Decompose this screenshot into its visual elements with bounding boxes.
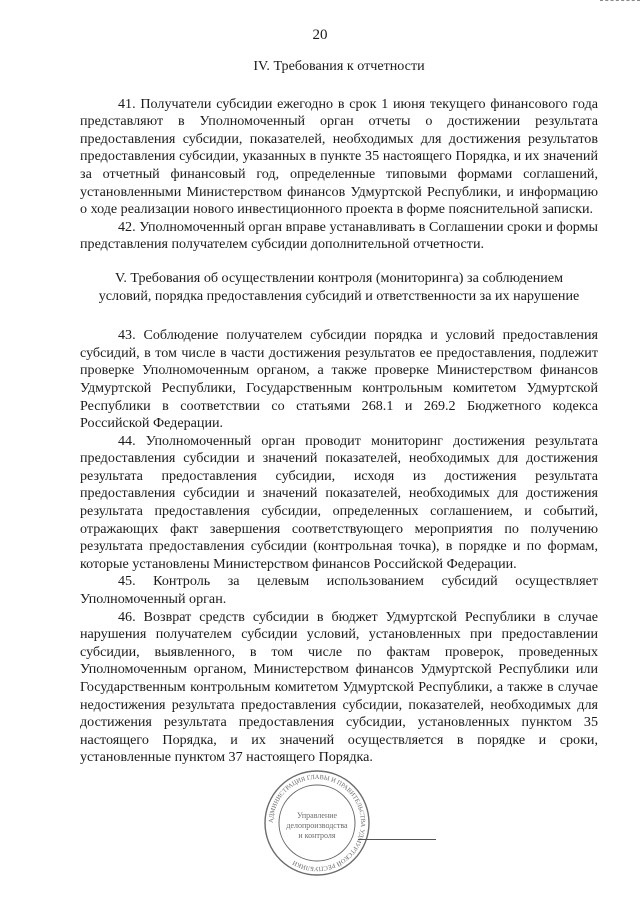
scan-corner-mark — [600, 0, 640, 7]
stamp-ring-text: АДМИНИСТРАЦИЯ ГЛАВЫ И ПРАВИТЕЛЬСТВА УДМУРТСКОЙ РЕСПУБЛИКИ — [267, 773, 367, 873]
paragraph-43: 43. Соблюдение получателем субсидии порядка и условий предоставления субсидий, в том числе в части достижения результатов ее предоставления, подлежит проверке Уполномоченным органом, а также проверке Министерством финансов Удмуртской Республики, Государственным контрольным комитетом Удмуртской Республики в соответствии со статьями 268.1 и 269.2 Бюджетного кодекса Российской Федерации. — [80, 327, 598, 432]
section-v-heading-line2: условий, порядка предоставления субсидий и ответственности за их нарушение — [98, 287, 580, 304]
stamp-line-1: Управление — [296, 811, 338, 820]
section-iv-heading: IV. Требования к отчетности — [253, 58, 425, 74]
round-stamp — [262, 768, 372, 878]
signature-line — [358, 839, 436, 840]
paragraph-46: 46. Возврат средств субсидии в бюджет Удмуртской Республики в случае нарушения получателем субсидии условий, установленных при предоставлении субсидии, выявленного, в том числе по фактам проверок, проведенных Уполномоченным органом, Министерством финансов Удмуртской Республики или Государственным контрольным комитетом Удмуртской Республики, а также в случае недостижения результата предоставления субсидии, показателей, необходимых для достижения результата предоставления субсидии, установленных пунктом 35 настоящего Порядка, и их значений осуществляется в порядке и сроки, установленные пунктом 37 настоящего Порядка. — [80, 608, 598, 766]
stamp-line-3: и контроля — [298, 831, 336, 840]
page-number: 20 — [312, 27, 328, 43]
paragraph-44: 44. Уполномоченный орган проводит мониторинг достижения результата предоставления субсидии и значений показателей, необходимых для достижения результата предоставления субсидии, исходя из достижения результата предоставления субсидии и значений показателей, необходимых для достижения результата предоставления субсидии, определенных соглашением, и событий, отражающих факт завершения соответствующего мероприятия по получению результата предоставления субсидии (контрольная точка), в порядке и по формам, которые установлены Министерством финансов Российской Федерации. — [80, 432, 598, 572]
stamp-line-2: делопроизводства — [286, 821, 348, 830]
paragraph-42: 42. Уполномоченный орган вправе устанавливать в Соглашении сроки и формы представления получателем субсидии дополнительной отчетности. — [80, 218, 598, 253]
paragraph-45: 45. Контроль за целевым использованием субсидий осуществляет Уполномоченный орган. — [80, 573, 598, 608]
paragraph-41: 41. Получатели субсидии ежегодно в срок 1 июня текущего финансового года представляют в Уполномоченный орган отчеты о достижении результата предоставления субсидии, показателей, необходимых для достижения результатов предоставления субсидии, указанных в пункте 35 настоящего Порядка, и их значений за отчетный финансовый год, определенные типовыми формами соглашений, установленными Министерством финансов Удмуртской Республики, и информацию о ходе реализации нового инвестиционного проекта в форме пояснительной записки. — [80, 95, 598, 218]
document-body — [80, 58, 598, 767]
stamp-graphic — [262, 768, 372, 878]
section-v-heading-line1: V. Требования об осуществлении контроля (мониторинга) за соблюдением — [115, 269, 563, 286]
section-v-heading — [66, 270, 612, 305]
